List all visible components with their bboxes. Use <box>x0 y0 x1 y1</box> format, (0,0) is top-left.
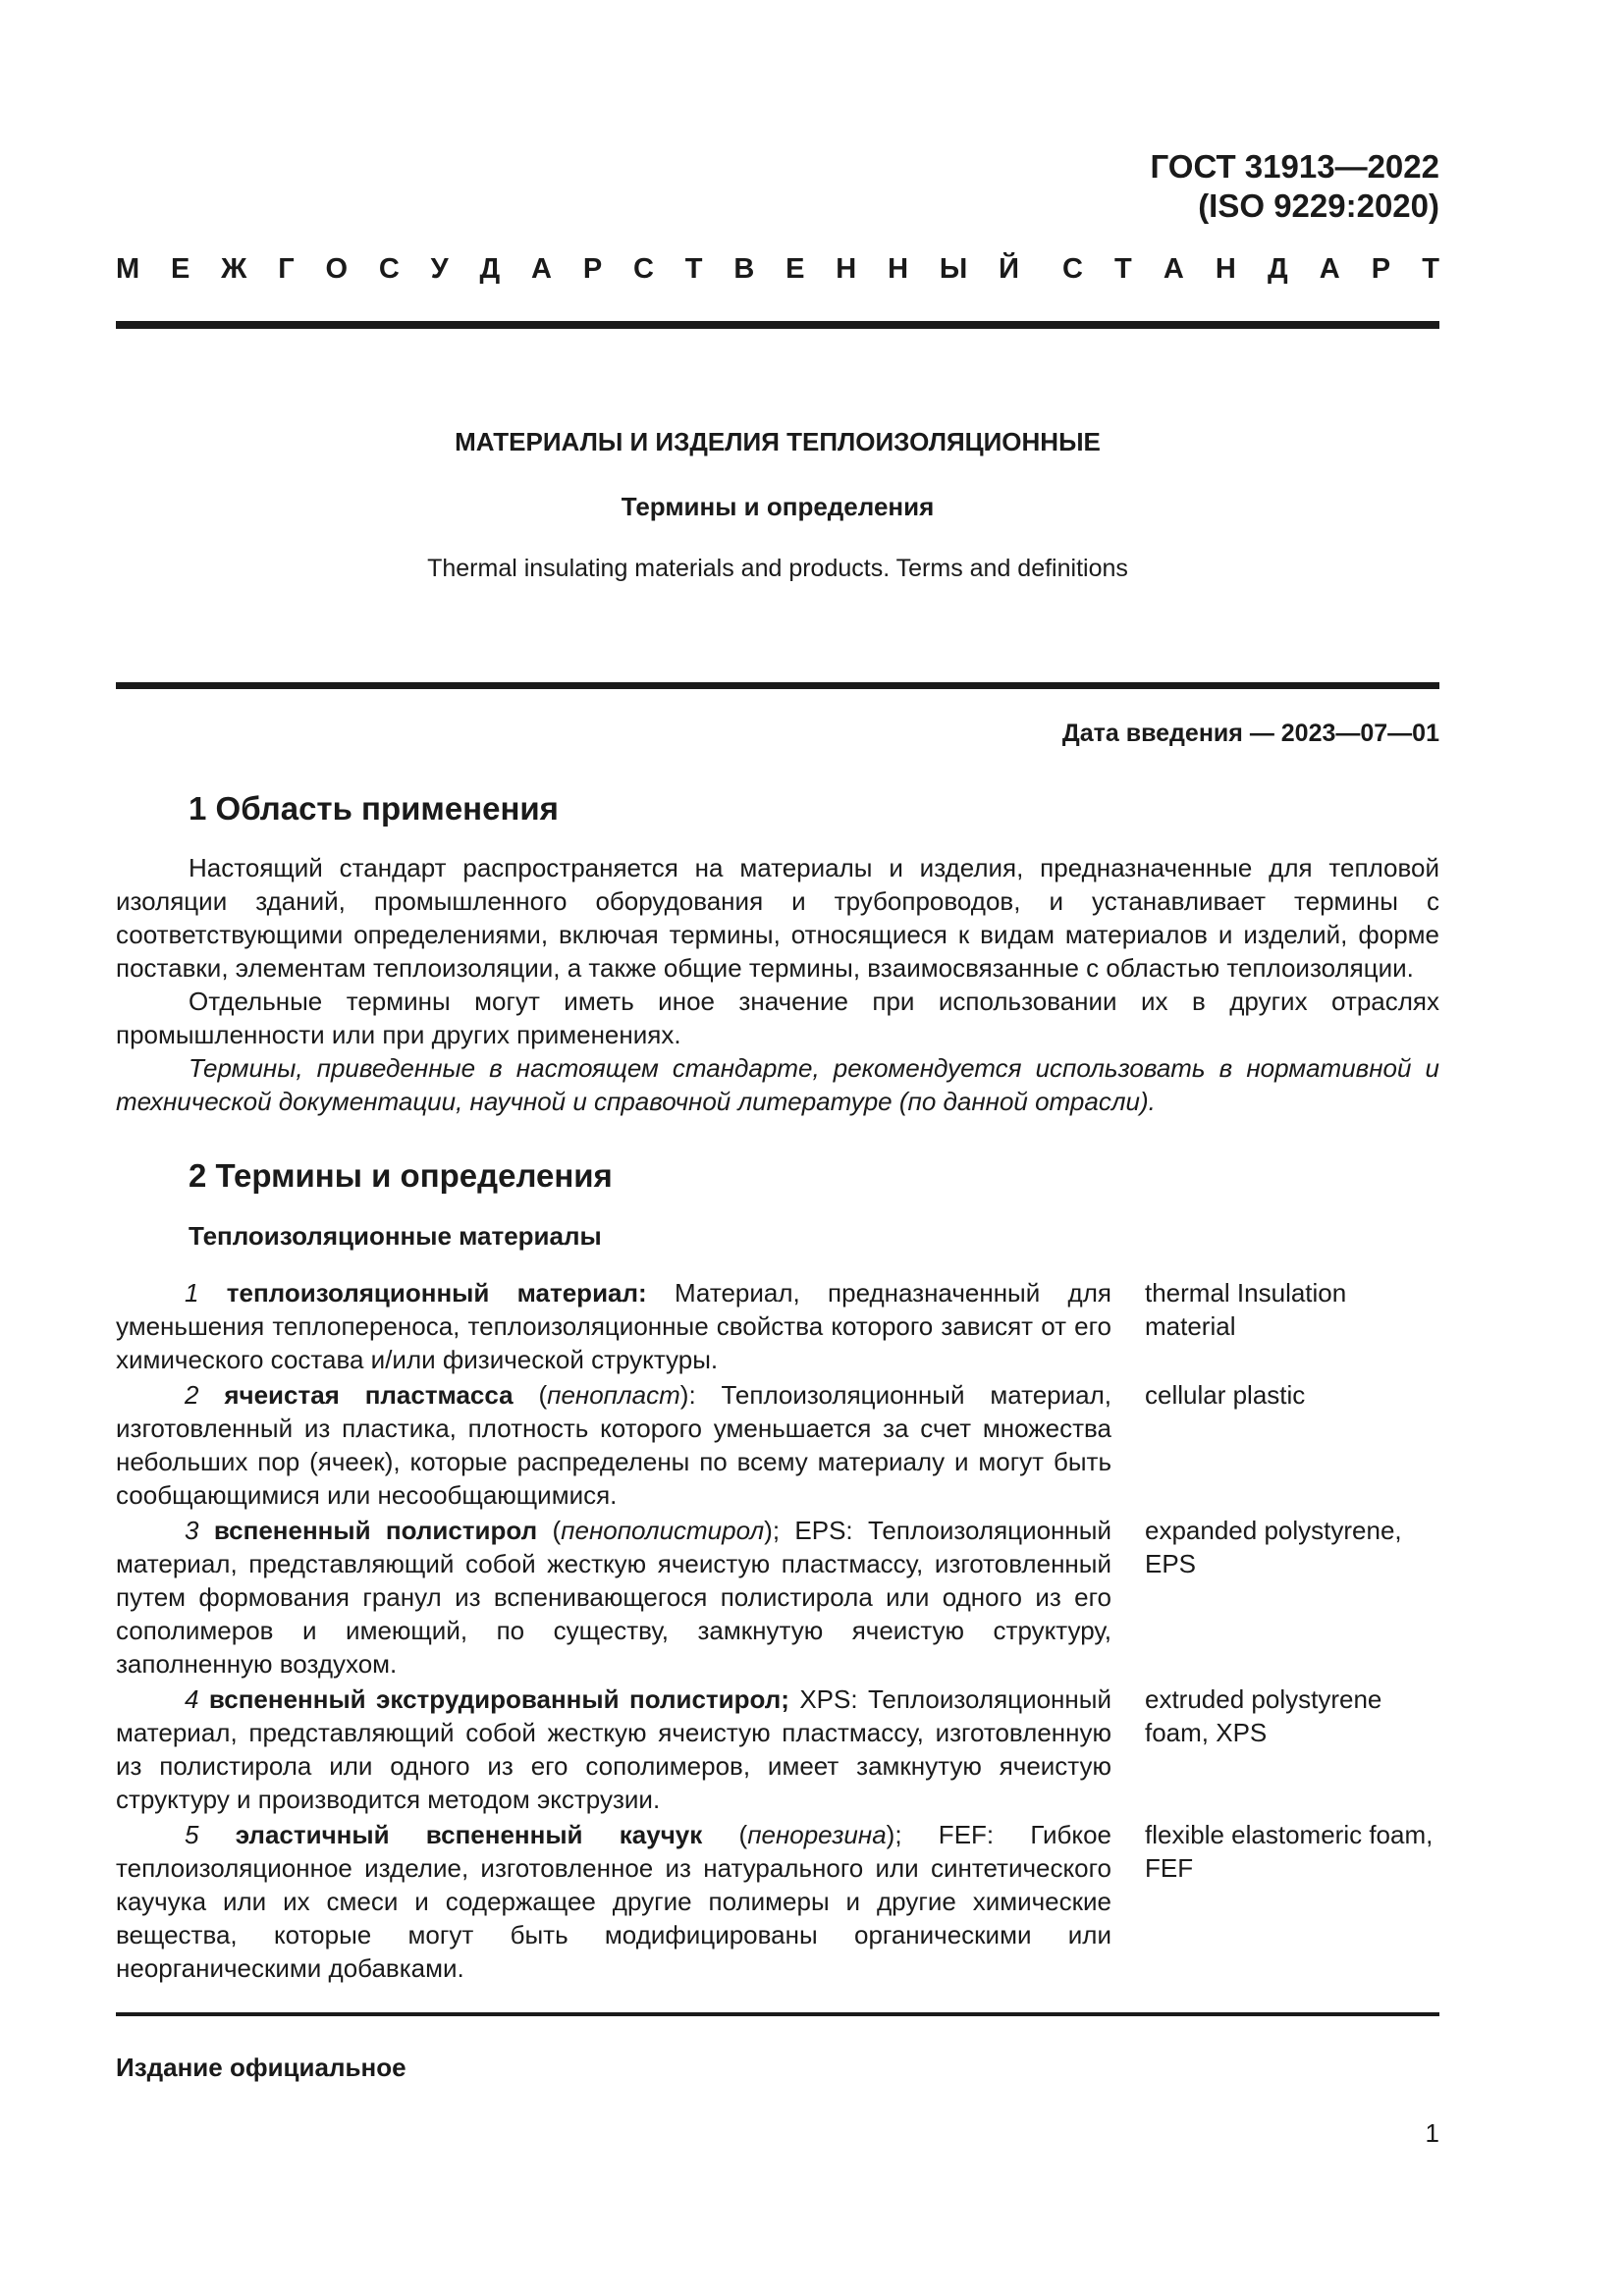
term-number: 1 <box>185 1278 199 1308</box>
term-number: 5 <box>185 1820 199 1849</box>
footer-rule <box>116 2012 1439 2016</box>
term-synonym: пенополистирол <box>561 1516 765 1545</box>
term-entry <box>116 1378 1439 1512</box>
term-english-equivalent: expanded polystyrene, EPS <box>1145 1516 1402 1578</box>
term-definition <box>116 1682 1111 1816</box>
term-english-equivalent: extruded polystyrene foam, XPS <box>1145 1684 1382 1747</box>
term-entry <box>116 1818 1439 1985</box>
standard-designation <box>1151 147 1439 226</box>
definition-text: Материал, предназначенный для уменьшения теплопереноса, теплоизоляционные свойства которого зависят от его химического состава и/или физической структуры. <box>116 1278 1111 1374</box>
interstate-word-1: М Е Ж Г О С У Д А Р С Т В Е Н Н Ы Й <box>116 253 1019 285</box>
term-name: вспененный экструдированный полистирол; <box>208 1684 789 1714</box>
title-rule <box>116 682 1439 689</box>
term-synonym: пенорезина <box>747 1820 887 1849</box>
subsection-heading: Теплоизоляционные материалы <box>189 1221 602 1251</box>
term-definition <box>116 1818 1111 1985</box>
definition-text: XPS: Теплоизоляционный материал, представляющий собой жесткую ячеистую пластмассу, изготовленную из полистирола или одного из его сополимеров, имеет замкнутую ячеистую структуру и производится методом экструзии. <box>116 1684 1111 1814</box>
page-number: 1 <box>1425 2118 1439 2148</box>
term-english-equivalent: thermal Insulation material <box>1145 1278 1347 1341</box>
definition-text: : Теплоизоляционный материал, изготовленный из пластика, плотность которого уменьшается за счет множества небольших пор (ячеек), которые распределены по всему материалу и могут быть сообщающимися или несообщающимися. <box>116 1380 1112 1510</box>
document-title-english: Thermal insulating materials and products. Terms and definitions <box>427 555 1128 582</box>
synonym-close: ) <box>764 1516 773 1545</box>
section-1-body <box>116 851 1439 1118</box>
term-name: ячеистая пластмасса <box>224 1380 514 1410</box>
header-rule <box>116 321 1439 329</box>
standard-number: ГОСТ 31913—2022 <box>1150 148 1439 185</box>
term-definition <box>116 1514 1111 1681</box>
term-entry <box>116 1514 1439 1681</box>
term-synonym: пенопласт <box>547 1380 680 1410</box>
term-number: 3 <box>185 1516 199 1545</box>
term-name: теплоизоляционный материал: <box>226 1278 647 1308</box>
synonym-open: ( <box>537 1516 562 1545</box>
term-english-equivalent: cellular plastic <box>1145 1380 1306 1410</box>
official-edition-label: Издание официальное <box>116 2053 406 2082</box>
term-english-equivalent: flexible elastomeric foam, FEF <box>1145 1820 1434 1883</box>
term-number: 2 <box>185 1380 199 1410</box>
definition-text: ; EPS: Теплоизоляционный материал, представляющий собой жесткую ячеистую пластмассу, изготовленный путем формования гранул из вспенивающегося полистирола или одного из его сополимеров и имеющий, по существу, замкнутую ячеистую структуру, заполненную воздухом. <box>116 1516 1111 1679</box>
term-definition <box>116 1378 1111 1512</box>
scope-paragraph: Отдельные термины могут иметь иное значение при использовании их в других отраслях промышленности или при других применениях. <box>116 987 1439 1049</box>
interstate-standard-banner <box>116 252 1439 286</box>
recommendation-paragraph: Термины, приведенные в настоящем стандарте, рекомендуется использовать в нормативной и технической документации, научной и справочной литературе (по данной отрасли). <box>116 1053 1439 1116</box>
interstate-word-2: С Т А Н Д А Р Т <box>1062 253 1439 285</box>
scope-paragraph: Настоящий стандарт распространяется на материалы и изделия, предназначенные для тепловой изоляции зданий, промышленного оборудования и трубопроводов, и устанавливает термины с соответствующими определениями, включая термины, относящиеся к видам материалов и изделий, форме поставки, элементам теплоизоляции, а также общие термины, взаимосвязанные с областью теплоизоляции. <box>116 853 1439 983</box>
term-entry <box>116 1682 1439 1816</box>
synonym-open: ( <box>702 1820 748 1849</box>
definition-text: ; FEF: Гибкое теплоизоляционное изделие, изготовленное из натурального или синтетического каучука или их смеси и содержащее другие полимеры и другие химические вещества, которые могут быть модифицированы органическими или неорганическими добавками. <box>116 1820 1111 1983</box>
term-entry <box>116 1276 1439 1376</box>
section-1-heading: 1 Область применения <box>189 790 559 827</box>
synonym-open: ( <box>513 1380 548 1410</box>
term-name: эластичный вспененный каучук <box>235 1820 703 1849</box>
document-title: МАТЕРИАЛЫ И ИЗДЕЛИЯ ТЕПЛОИЗОЛЯЦИОННЫЕ <box>455 427 1101 456</box>
section-2-heading: 2 Термины и определения <box>189 1157 613 1194</box>
introduction-date: Дата введения — 2023—07—01 <box>1061 720 1439 747</box>
document-subtitle: Термины и определения <box>621 492 935 521</box>
synonym-close: ) <box>886 1820 895 1849</box>
synonym-close: ) <box>679 1380 689 1410</box>
terms-list <box>116 1276 1439 1987</box>
term-definition <box>116 1276 1111 1376</box>
term-name: вспененный полистирол <box>213 1516 538 1545</box>
iso-reference: (ISO 9229:2020) <box>1198 187 1439 224</box>
term-number: 4 <box>185 1684 199 1714</box>
